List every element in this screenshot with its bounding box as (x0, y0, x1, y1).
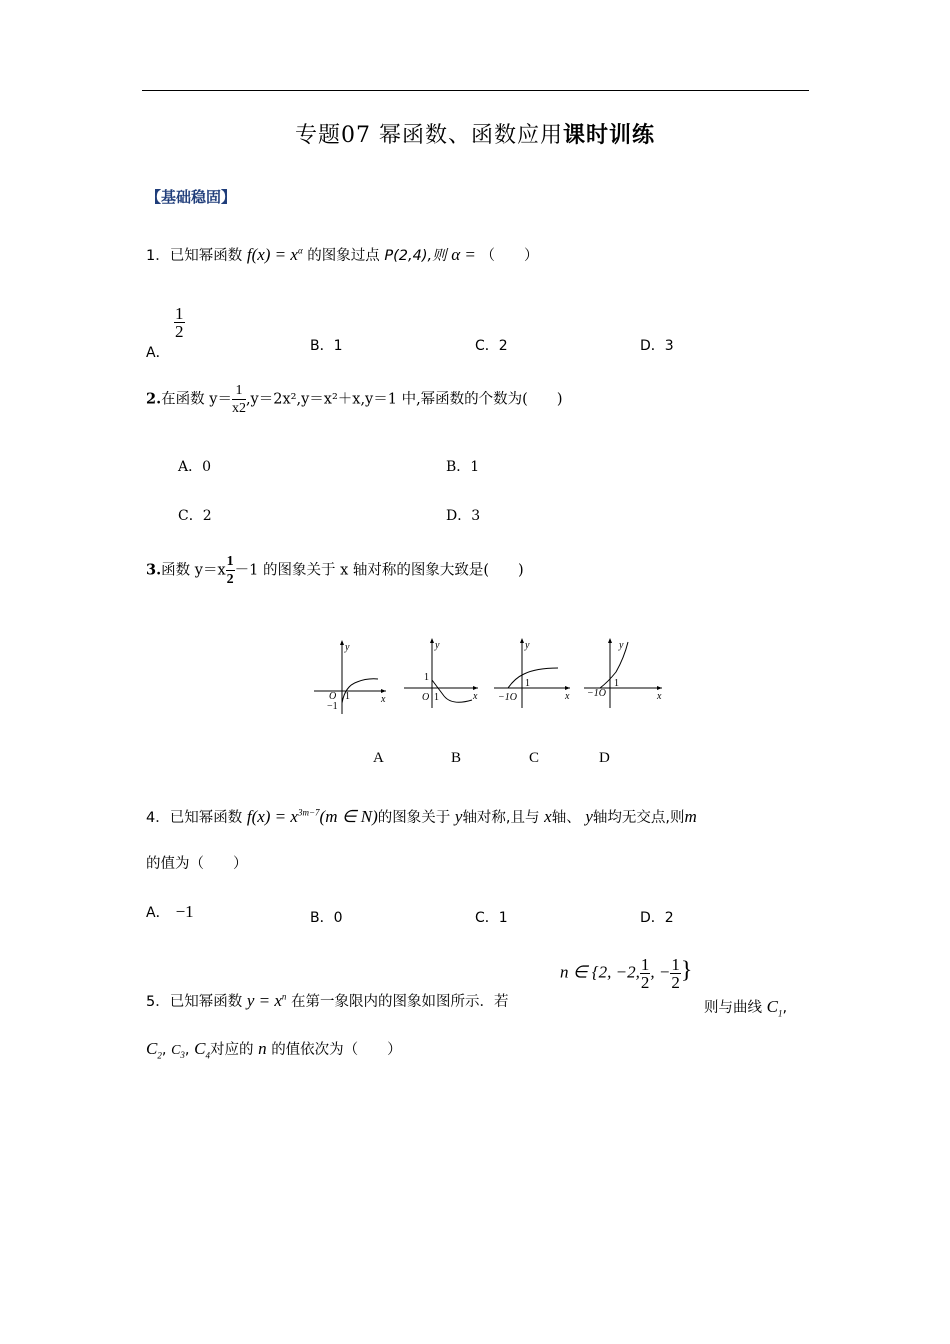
graph-caption-d: D (599, 750, 610, 766)
question-5-line2: $C_2$, $C_3$, $C_4$对应的 n 的值依次为（ ） (146, 1039, 402, 1061)
q4-option-b[interactable]: B．0 (310, 910, 343, 926)
graph-d-tick-y: 1 (614, 678, 619, 689)
document-title: 专题07 幂函数、函数应用课时训练 (294, 123, 655, 148)
graph-a-origin: O (329, 691, 337, 702)
graph-b-tick-x: 1 (434, 692, 439, 703)
q1-option-d[interactable]: D．3 (640, 338, 674, 354)
graph-c-y-label: y (525, 640, 530, 651)
header-rule (142, 90, 809, 91)
graph-a-tick: 1 (345, 691, 350, 702)
graph-d[interactable] (584, 638, 662, 708)
graph-c-x-label: x (565, 691, 570, 702)
graph-d-x-label: x (657, 691, 662, 702)
question-4-line2: 的值为（ ） (146, 856, 248, 872)
q5-after-set: 则与曲线 $C_1$, (704, 997, 788, 1019)
q4-option-c[interactable]: C．1 (475, 910, 508, 926)
graph-c[interactable] (494, 638, 570, 708)
graph-b[interactable] (404, 638, 478, 708)
q4-option-d[interactable]: D．2 (640, 910, 674, 926)
graph-a-y-label: y (345, 642, 350, 653)
graph-b-origin: O (422, 692, 430, 703)
q5-set: n ∈ {2, −2, $\frac{1}{2}$ , − $\frac{1}{2}$ } (560, 955, 693, 992)
q1-option-c[interactable]: C．2 (475, 338, 508, 354)
q2-option-b[interactable]: B．1 (446, 459, 480, 475)
q3-option-graphs (312, 636, 668, 716)
graph-b-x-label: x (473, 691, 478, 702)
q4-option-a[interactable]: A． −1 (146, 902, 194, 921)
q2-option-c[interactable]: C．2 (178, 508, 212, 524)
graph-caption-c: C (529, 750, 540, 766)
question-2: 2.在函数 y＝ $\frac{1}{x2}$ ,y＝2x²,y＝x²＋x,y＝1 中,幂函数的个数为( ) (146, 383, 563, 416)
question-3: 3.函数 y＝x $\frac{1}{2}$ －1 的图象关于 x 轴对称的图象大致是( ) (146, 554, 524, 587)
graph-c-tick-y: 1 (525, 678, 530, 689)
graph-a-tick-neg: −1 (327, 701, 338, 712)
graph-c-origin: −1O (498, 692, 517, 703)
question-5: 5．已知幂函数 $y = x^n$ 在第一象限内的图象如图所示．若 (146, 991, 509, 1010)
graph-b-y-label: y (435, 640, 440, 651)
graph-a-x-label: x (381, 694, 386, 705)
q1-option-a[interactable]: A． $\frac{1}{2}$ (146, 304, 184, 361)
q1-option-b[interactable]: B．1 (310, 338, 343, 354)
graph-d-origin: −1O (587, 688, 606, 699)
q2-option-d[interactable]: D．3 (446, 508, 481, 524)
graph-d-y-label: y (619, 640, 624, 651)
graph-caption-b: B (451, 750, 462, 766)
section-heading: 【基础稳固】 (146, 188, 237, 206)
q2-option-a[interactable]: A．0 (178, 459, 212, 475)
question-1: 1．已知幂函数 $f(x) = x^\alpha$ 的图象过点 P(2,4),则 α = （ ） (146, 245, 539, 264)
question-4: 4．已知幂函数 $f(x) = x^{3m-7}(m$ ∈ N)的图象关于 y轴对称,且与 x轴、 y轴均无交点,则m (146, 807, 697, 826)
graph-b-tick-y: 1 (424, 672, 429, 683)
graph-a[interactable] (314, 640, 386, 714)
graph-caption-a: A (373, 750, 384, 766)
